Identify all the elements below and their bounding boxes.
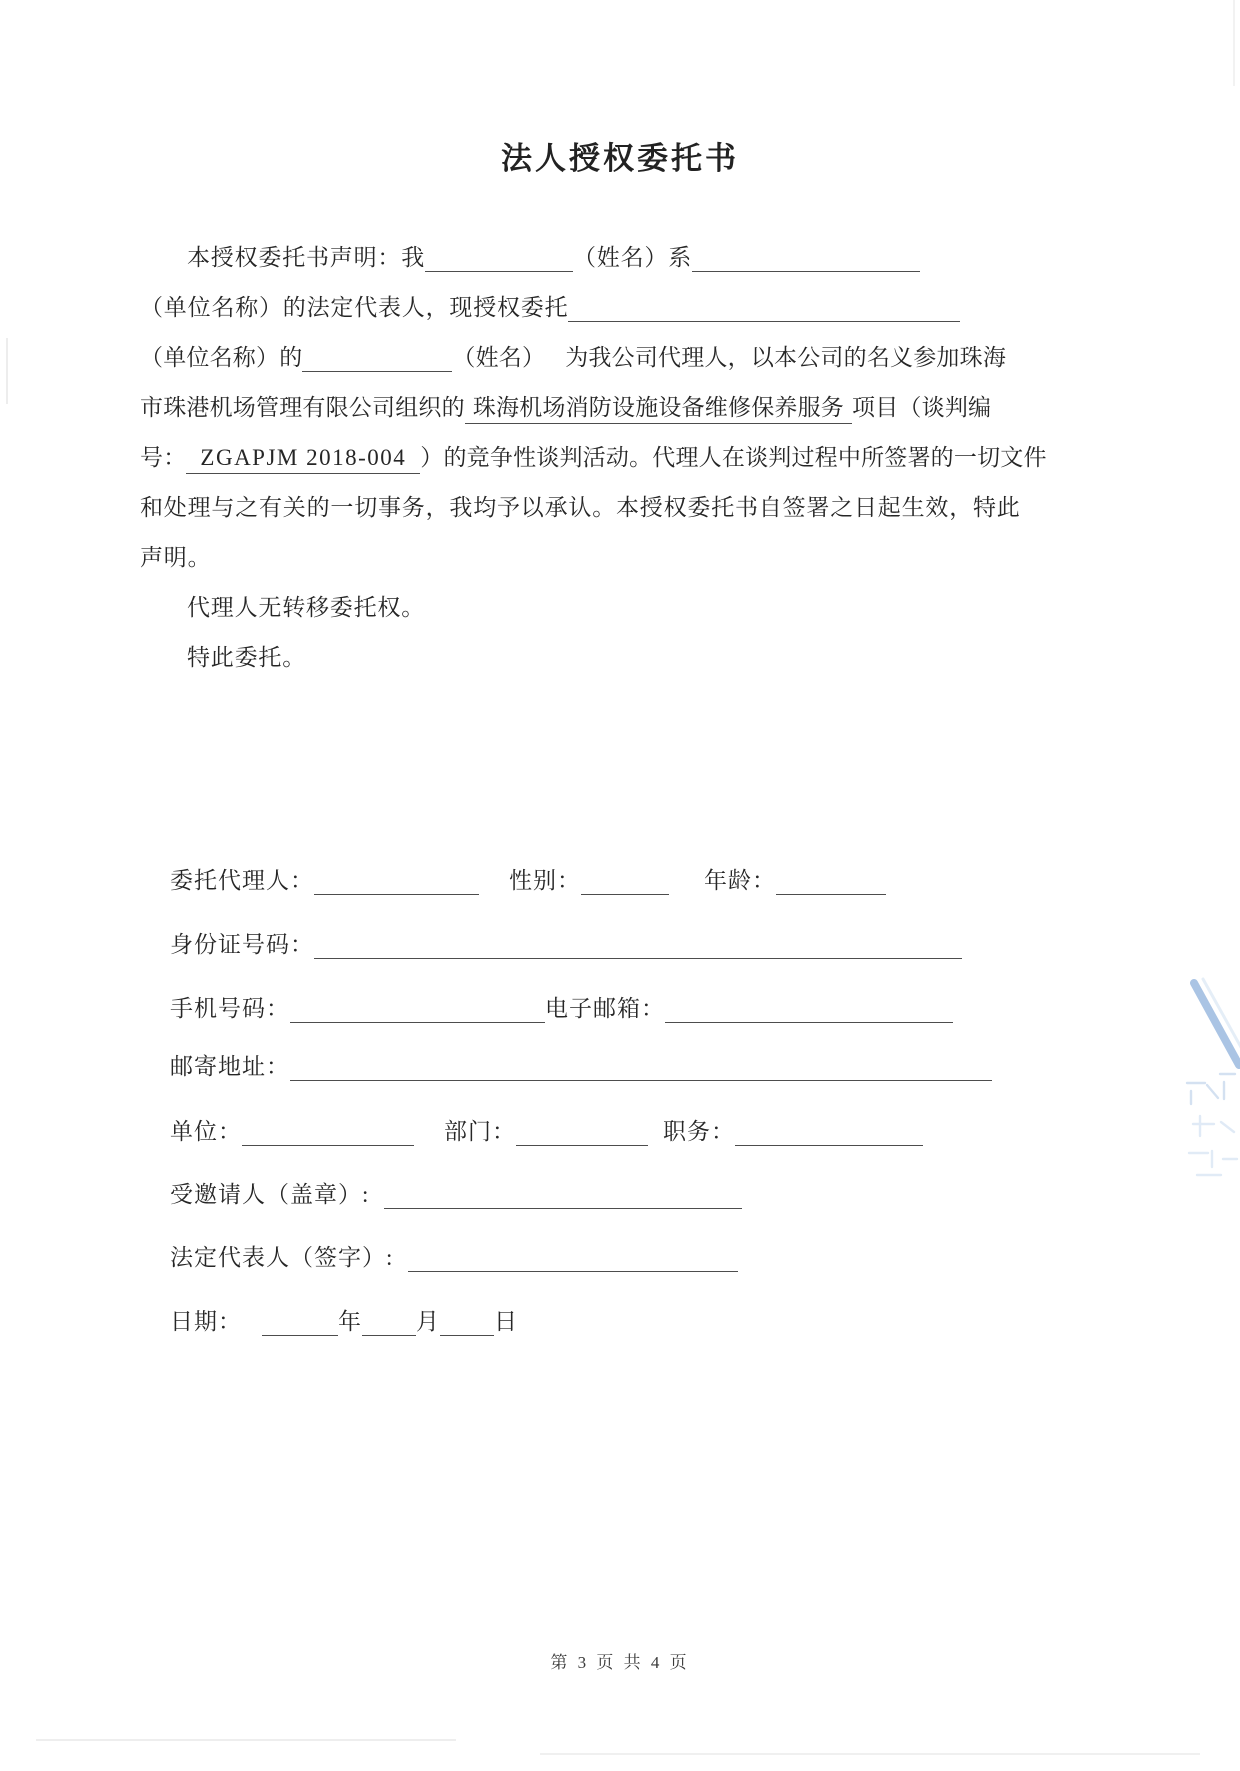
page-title: 法人授权委托书 — [501, 141, 739, 176]
declaration-line-6 — [140, 483, 1021, 533]
id-number-label: 身份证号码： — [170, 932, 314, 957]
form-row-address — [170, 1052, 992, 1082]
partial-company-seal-stamp — [1163, 975, 1240, 1195]
declaration-text: 号： — [140, 445, 187, 470]
declaration-text: （姓名） — [452, 345, 546, 370]
gender-field-blank — [581, 888, 669, 895]
agent-name-field-blank — [314, 888, 479, 895]
mailing-address-label: 邮寄地址： — [170, 1054, 290, 1079]
seal-character-marks — [1187, 1074, 1237, 1175]
declaration-line-1 — [140, 233, 1000, 283]
principal-name-blank — [425, 265, 573, 272]
legal-representative-signature-blank — [408, 1265, 738, 1272]
company-label: 单位： — [170, 1119, 242, 1144]
declaration-text: （单位名称）的 — [140, 345, 303, 370]
declaration-text: 特此委托。 — [187, 645, 306, 670]
company-name-blank — [692, 265, 920, 272]
declaration-text: 为我公司代理人，以本公司的名义参加珠海 — [565, 345, 1007, 370]
department-label: 部门： — [444, 1119, 516, 1144]
year-label: 年 — [338, 1309, 362, 1334]
gender-label: 性别： — [509, 868, 581, 893]
declaration-line-4 — [140, 383, 1000, 433]
department-field-blank — [516, 1139, 648, 1146]
declaration-text: 代理人无转移委托权。 — [187, 595, 425, 620]
email-field-blank — [665, 1016, 953, 1023]
position-field-blank — [735, 1139, 923, 1146]
day-field-blank — [440, 1329, 494, 1336]
declaration-text: ）的竞争性谈判活动。代理人在谈判过程中所签署的一切文件 — [420, 445, 1047, 470]
mobile-label: 手机号码： — [170, 996, 290, 1021]
scan-artifact-right-edge — [1233, 0, 1235, 86]
negotiation-number-filled: ZGAPJM 2018-004 — [186, 445, 420, 474]
declaration-line-7 — [140, 533, 1000, 583]
mobile-field-blank — [290, 1016, 545, 1023]
form-row-contact — [170, 994, 953, 1024]
month-field-blank — [362, 1329, 416, 1336]
form-row-id-number — [170, 930, 962, 960]
invitee-label: 受邀请人（盖章）: — [170, 1182, 370, 1207]
email-label: 电子邮箱： — [545, 996, 665, 1021]
seal-edge-stroke-faint — [1203, 979, 1240, 1049]
declaration-line-3 — [140, 333, 1007, 383]
declaration-line-8 — [140, 583, 1000, 633]
month-label: 月 — [416, 1309, 440, 1334]
seal-edge-stroke — [1194, 983, 1239, 1065]
declaration-paragraph — [140, 233, 1047, 683]
page-footer: 第 3 页 共 4 页 — [550, 1653, 690, 1672]
id-number-field-blank — [314, 952, 962, 959]
form-row-company — [170, 1117, 923, 1147]
invitee-seal-field-blank — [384, 1202, 742, 1209]
declaration-line-9 — [140, 633, 1000, 683]
scan-artifact-bottom-line-1 — [36, 1739, 456, 1741]
declaration-line-5 — [140, 433, 1047, 483]
legal-representative-label: 法定代表人（签字）: — [170, 1245, 394, 1270]
form-row-invitee — [170, 1180, 742, 1210]
scan-artifact-left-edge — [6, 338, 8, 404]
mailing-address-field-blank — [290, 1074, 992, 1081]
declaration-text: 和处理与之有关的一切事务，我均予以承认。本授权委托书自签署之日起生效，特此 — [140, 495, 1021, 520]
date-label: 日期： — [170, 1309, 242, 1334]
project-name-filled: 珠海机场消防设施设备维修保养服务 — [465, 395, 852, 424]
form-row-legal-representative — [170, 1243, 738, 1273]
agent-label: 委托代理人： — [170, 868, 314, 893]
declaration-text: （单位名称）的法定代表人，现授权委托 — [140, 295, 569, 320]
year-field-blank — [262, 1329, 338, 1336]
agent-name-blank — [302, 365, 452, 372]
declaration-text: 声明。 — [140, 545, 212, 570]
age-label: 年龄： — [704, 868, 776, 893]
authorized-company-blank — [568, 315, 960, 322]
scan-artifact-bottom-line-2 — [540, 1753, 1200, 1755]
company-field-blank — [242, 1139, 414, 1146]
form-row-date — [170, 1307, 518, 1337]
age-field-blank — [776, 888, 886, 895]
form-row-agent — [170, 866, 886, 896]
declaration-text: 市珠港机场管理有限公司组织的 — [140, 395, 465, 420]
declaration-text: （姓名）系 — [573, 245, 692, 270]
declaration-line-2 — [140, 283, 1000, 333]
declaration-text: 本授权委托书声明：我 — [187, 245, 425, 270]
declaration-text: 项目（谈判编 — [852, 395, 992, 420]
position-label: 职务： — [663, 1119, 735, 1144]
day-label: 日 — [494, 1309, 518, 1334]
